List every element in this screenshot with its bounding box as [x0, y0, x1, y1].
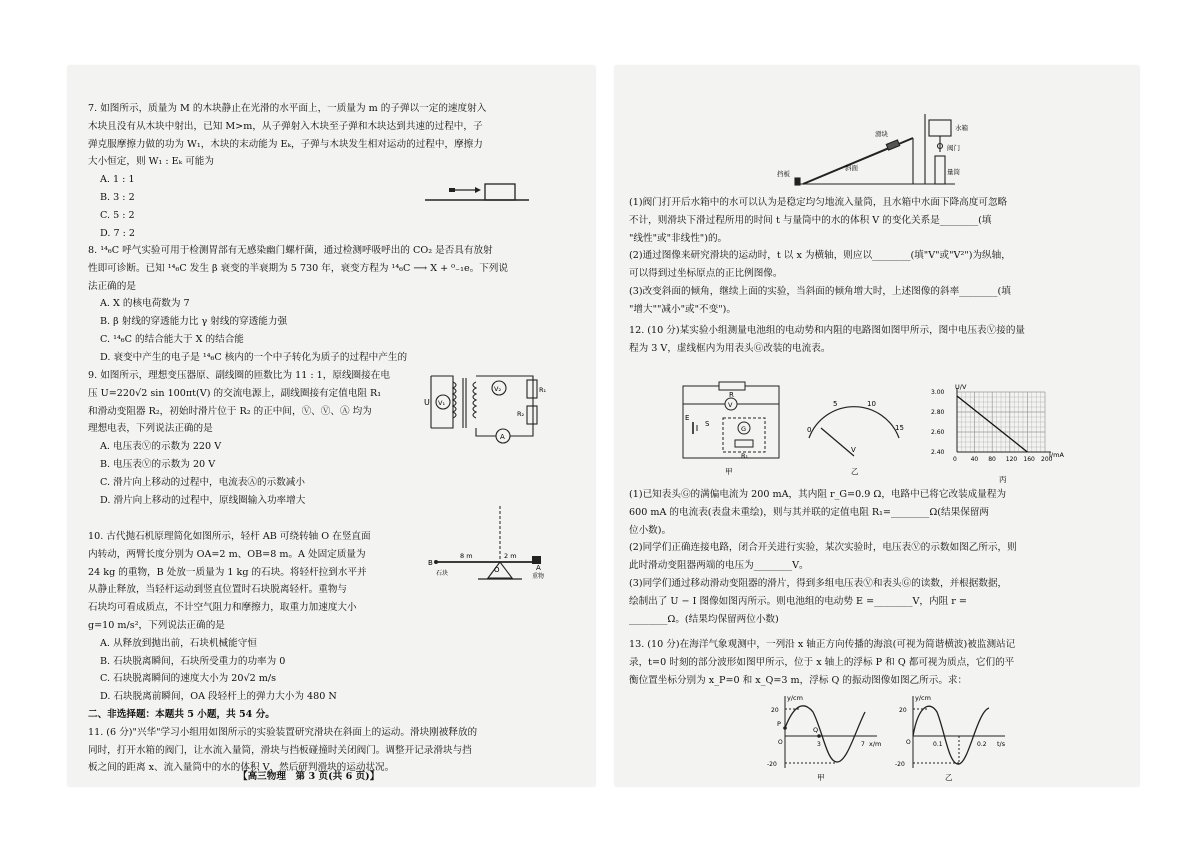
q12-part-line: 600 mA 的电流表(表盘未重绘)，则与其并联的定值电阻 R₁=________Ω(结果保留两 — [629, 506, 989, 518]
q7-option-c: C. 5 : 2 — [100, 209, 135, 221]
label-v1: V₁ — [438, 399, 446, 407]
wave-curve — [785, 706, 865, 762]
q9-transformer-figure — [423, 356, 547, 448]
primary-coil — [453, 382, 456, 418]
q12-part-line: 绘制出了 U − I 图像如图丙所示。则电池组的电动势 E =________V，内阻 r = — [629, 595, 967, 607]
yi-ylabel: y/cm — [915, 694, 931, 702]
q10-option-a: A. 从释放到抛出前，石块机械能守恒 — [100, 637, 257, 649]
dial-tick-5: 5 — [833, 400, 838, 408]
question-13 — [629, 636, 1015, 689]
q10-line: 石块均可看成质点，不计空气阻力和摩擦力，取重力加速度大小 — [88, 602, 357, 614]
x-tick-label: 200 — [1041, 456, 1053, 463]
q7-line: 7. 如图所示，质量为 M 的木块静止在光滑的水平面上，一质量为 m 的子弹以一定的速度射入 — [88, 103, 487, 114]
q10-line: 10. 古代抛石机原理简化如图所示，轻杆 AB 可绕转轴 O 在竖直面 — [88, 531, 371, 542]
chart-xlabel: I/mA — [1049, 451, 1064, 459]
label-e: E — [685, 414, 690, 422]
fig12-circuit — [679, 382, 787, 478]
q9-line: 9. 如图所示，理想变压器原、副线圈的匝数比为 11 : 1，原线圈接在电 — [88, 370, 390, 381]
q8-line: 性即可诊断。已知 ¹⁴₆C 发生 β 衰变的半衰期为 5 730 年，衰变方程为 ¹⁴₆C ⟶ X + ⁰₋₁e。下列说 — [88, 262, 508, 274]
bullet — [449, 188, 455, 192]
x-tick-label: 0 — [953, 456, 957, 463]
caption-jia: 甲 — [725, 467, 733, 476]
caption-jia-13: 甲 — [817, 773, 825, 782]
q11-line: 11. (6 分)"兴华"学习小组用如图所示的实验装置研究滑块在斜面上的运动。滑块刚被释放的 — [88, 726, 478, 738]
weight-block — [532, 556, 541, 564]
yi-xlabel: t/s — [997, 740, 1006, 748]
q12-line: 程为 3 V，虚线框内为用表头Ⓖ改装的电流表。 — [629, 342, 831, 354]
caption-yi: 乙 — [851, 467, 859, 476]
yi-tick-neg20: -20 — [895, 761, 905, 768]
y-tick-label: 2.60 — [931, 429, 945, 436]
section-2-heading: 二、非选择题：本题共 5 小题，共 54 分。 — [88, 709, 275, 720]
fig12-voltmeter-dial — [799, 388, 909, 478]
q9-option-b: B. 电压表Ⓥ的示数为 20 V — [100, 458, 216, 470]
q11-apparatus-figure — [775, 108, 985, 190]
measuring-cylinder — [935, 156, 945, 184]
dial-unit-v: V — [851, 446, 856, 454]
label-v: V — [728, 401, 733, 409]
yi-tick-20: 20 — [899, 707, 907, 714]
yi-tick-02: 0.2 — [977, 741, 987, 748]
fig13-wave-jia — [765, 692, 885, 782]
arrow-head — [475, 187, 481, 193]
q11-part-line: 不计，则滑块下滑过程所用的时间 t 与量筒中的水的体积 V 的变化关系是________(填 — [629, 214, 992, 226]
yi-tick-01: 0.1 — [933, 741, 943, 748]
question-8 — [88, 242, 508, 367]
q7-line: 弹克服摩擦力做的功为 W₁，木块的末动能为 Eₖ，子弹与木块发生相对运动的过程中，摩擦力 — [88, 138, 483, 150]
label-valve: 阀门 — [947, 144, 960, 152]
label-a: A — [500, 433, 505, 441]
label-v2: V₂ — [494, 385, 502, 393]
q10-line: 从静止释放，当轻杆运动到竖直位置时石块脱离轻杆。重物与 — [88, 584, 348, 596]
q8-option-a: A. X 的核电荷数为 7 — [100, 298, 190, 310]
dial-tick-15: 15 — [895, 424, 904, 432]
question-10 — [88, 528, 371, 706]
q11-line: 板之间的距离 x、流入量筒中的水的体积 V，然后研判滑块的运动状况。 — [88, 762, 395, 774]
water-tank — [929, 120, 951, 136]
label-u: U — [424, 398, 430, 407]
q13-line: 衡位置坐标分别为 x_P=0 和 x_Q=3 m，浮标 Q 的振动图像如图乙所示。求： — [629, 674, 968, 686]
jia-tick-20: 20 — [771, 707, 779, 714]
q13-line: 录，t=0 时刻的部分波形如图甲所示，位于 x 轴上的浮标 P 和 Q 都可视为质点，它们的平 — [629, 656, 1015, 668]
label-a: A — [536, 564, 541, 572]
label-incline: 斜面 — [845, 164, 858, 172]
q12-part-line: 此时滑动变阻器两端的电压为________V。 — [629, 560, 809, 572]
q10-trebuchet-figure — [428, 504, 553, 586]
label-water-tank: 水箱 — [955, 124, 968, 132]
label-o: O — [906, 739, 911, 746]
label-g: G — [741, 425, 747, 433]
y-tick-label: 3.00 — [931, 389, 945, 396]
q12-part-line: (1)已知表头Ⓖ的满偏电流为 200 mA，其内阻 r_G=0.9 Ω，电路中已将它改装成量程为 — [629, 489, 1007, 500]
resistor-r1 — [527, 380, 537, 398]
label-r1: R₁ — [539, 386, 547, 394]
q12-part-line: ________Ω。(结果均保留两位小数) — [629, 613, 779, 625]
label-baffle: 挡板 — [777, 170, 790, 178]
rheostat-r2 — [527, 406, 537, 424]
dial-needle — [821, 428, 854, 456]
label-slider: 滑块 — [875, 130, 888, 138]
y-tick-label: 2.80 — [931, 409, 945, 416]
q13-line: 13. (10 分)在海洋气象观测中，一列沿 x 轴正方向传播的海浪(可视为简谐横波)被监测站记 — [629, 639, 1016, 650]
q9-option-d: D. 滑片向上移动的过程中，原线圈输入功率增大 — [100, 494, 306, 506]
q11-part-line: (3)改变斜面的倾角，继续上面的实验，当斜面的倾角增大时，上述图像的斜率________(填 — [629, 285, 1011, 297]
exam-page-right — [615, 66, 1139, 786]
dial-arc — [809, 407, 899, 438]
q8-line: 8. ¹⁴₆C 呼气实验可用于检测胃部有无感染幽门螺杆菌，通过检测呼吸呼出的 CO₂ 是否具有放射 — [88, 245, 493, 256]
caption-yi-13: 乙 — [945, 773, 953, 782]
caption-bing: 丙 — [999, 475, 1007, 484]
dial-tick-10: 10 — [867, 400, 876, 408]
q11-part-line: (1)阀门打开后水箱中的水可以认为是稳定均匀地流入量筒，且水箱中水面下降高度可忽略 — [629, 197, 1008, 208]
label-s: S — [705, 420, 710, 428]
question-11-parts — [629, 194, 1011, 319]
baffle — [795, 178, 800, 185]
q8-option-d: D. 衰变中产生的电子是 ¹⁴₆C 核内的一个中子转化为质子的过程中产生的 — [100, 351, 408, 363]
label-weight: 重物 — [532, 573, 545, 580]
label-cylinder: 量筒 — [947, 168, 960, 176]
dial-tick-0: 0 — [807, 426, 812, 434]
q12-part-line: 位小数)。 — [629, 524, 672, 536]
y-tick-label: 2.40 — [931, 449, 945, 456]
q7-option-b: B. 3 : 2 — [100, 191, 135, 203]
q11-part-line: 可以得到过坐标原点的正比例图像。 — [629, 268, 783, 280]
label-r2: R₂ — [517, 410, 525, 418]
label-r: R — [729, 391, 734, 399]
question-11-start — [88, 706, 477, 777]
q10-option-c: C. 石块脱离瞬间的速度大小为 20√2 m/s — [100, 673, 276, 685]
q10-line: g=10 m/s²，下列说法正确的是 — [88, 619, 225, 631]
q11-part-line: "线性"或"非线性")的。 — [629, 232, 728, 244]
q9-line: 理想电表，下列说法正确的是 — [88, 423, 213, 435]
q10-line: 内转动，两臂长度分别为 OA=2 m、OB=8 m。A 处固定质量为 — [88, 548, 366, 560]
secondary-wire — [476, 376, 533, 436]
q7-figure — [423, 174, 533, 204]
x-tick-label: 40 — [970, 456, 979, 463]
wood-block — [485, 184, 515, 200]
q7-option-a: A. 1 : 1 — [100, 174, 135, 186]
slider-block — [886, 140, 899, 150]
label-o: O — [494, 566, 500, 574]
q8-option-b: B. β 射线的穿透能力比 γ 射线的穿透能力强 — [100, 316, 288, 328]
question-12 — [629, 322, 1025, 358]
chart-ylabel: U/V — [955, 383, 967, 391]
label-b: B — [428, 559, 433, 567]
q9-option-a: A. 电压表Ⓥ的示数为 220 V — [100, 441, 222, 453]
label-2m: 2 m — [504, 552, 517, 560]
q8-option-c: C. ¹⁴₆C 的结合能大于 X 的结合能 — [100, 333, 244, 345]
x-tick-label: 80 — [988, 456, 996, 463]
jia-xlabel: x/m — [869, 740, 882, 748]
chart-grid — [957, 388, 1051, 452]
exam-page-left — [68, 66, 595, 786]
question-7 — [88, 100, 486, 242]
stone-dot — [434, 560, 438, 564]
buoy-p — [783, 726, 787, 730]
x-tick-label: 120 — [1005, 456, 1018, 463]
q12-part-line: (2)同学们正确连接电路，闭合开关进行实验，某次实验时，电压表Ⓥ的示数如图乙所示，则 — [629, 542, 1017, 554]
q11-part-line: (2)通过图像来研究滑块的运动时，t 以 x 为横轴，则应以________(填"V"或"V²")为纵轴， — [629, 250, 1011, 262]
q7-line: 大小恒定，则 W₁ : Eₖ 可能为 — [88, 156, 214, 168]
label-r1: R₁ — [741, 452, 749, 460]
q8-line: 法正确的是 — [88, 280, 136, 292]
jia-tick-7: 7 — [861, 741, 865, 748]
q12-part-line: (3)同学们通过移动滑动变阻器的滑片，得到多组电压表Ⓥ和表头Ⓖ的读数，并根据数据， — [629, 577, 1008, 589]
label-stone: 石块 — [436, 570, 449, 577]
fig13-vibration-yi — [893, 692, 1013, 782]
question-9 — [88, 367, 390, 509]
fig12-ui-chart — [927, 380, 1067, 486]
vibration-curve — [913, 706, 989, 764]
q11-part-line: "增大""减小"或"不变")。 — [629, 303, 736, 315]
q9-line: 和滑动变阻器 R₂，初始时滑片位于 R₂ 的正中间，Ⓥ、Ⓥ、Ⓐ 均为 — [88, 405, 372, 417]
buoy-q — [817, 734, 821, 738]
q7-line: 木块且没有从木块中射出，已知 M>m，从子弹射入木块至子弹和木块达到共速的过程中，子 — [88, 120, 483, 132]
q10-option-b: B. 石块脱离瞬间，石块所受重力的功率为 0 — [100, 655, 286, 667]
label-o: O — [778, 739, 783, 746]
label-8m: 8 m — [460, 552, 473, 560]
x-tick-label: 160 — [1023, 456, 1035, 463]
label-p: P — [777, 720, 781, 728]
resistor-r1 — [735, 440, 753, 447]
q7-option-d: D. 7 : 2 — [100, 227, 135, 239]
q12-line: 12. (10 分)某实验小组测量电池组的电动势和内阻的电路图如图甲所示，图中电压表Ⓥ接的量 — [629, 325, 1026, 336]
jia-tick-neg20: -20 — [767, 761, 777, 768]
jia-tick-3: 3 — [817, 741, 821, 748]
question-12-parts — [629, 486, 1017, 628]
pivot-stand — [488, 562, 512, 578]
q10-line: 24 kg 的重物，B 处放一质量为 1 kg 的石块。将轻杆拉到水平并 — [88, 566, 367, 578]
page-footer: 【高三物理 第 3 页(共 6 页)】 — [238, 771, 380, 782]
q10-option-d: D. 石块脱离前瞬间，OA 段轻杆上的弹力大小为 480 N — [100, 691, 337, 703]
jia-ylabel: y/cm — [787, 694, 803, 702]
q9-line: 压 U=220√2 sin 100πt(V) 的交流电源上，副线圈接有定值电阻 R₁ — [88, 387, 382, 399]
secondary-coil — [473, 382, 476, 418]
resistor-r — [719, 382, 745, 390]
q9-option-c: C. 滑片向上移动的过程中，电流表Ⓐ的示数减小 — [100, 476, 305, 488]
q11-line: 同时，打开水箱的阀门，让水流入量筒，滑块与挡板碰撞时关闭阀门。调整开记录滑块与挡 — [88, 744, 472, 756]
label-q: Q — [813, 726, 819, 734]
